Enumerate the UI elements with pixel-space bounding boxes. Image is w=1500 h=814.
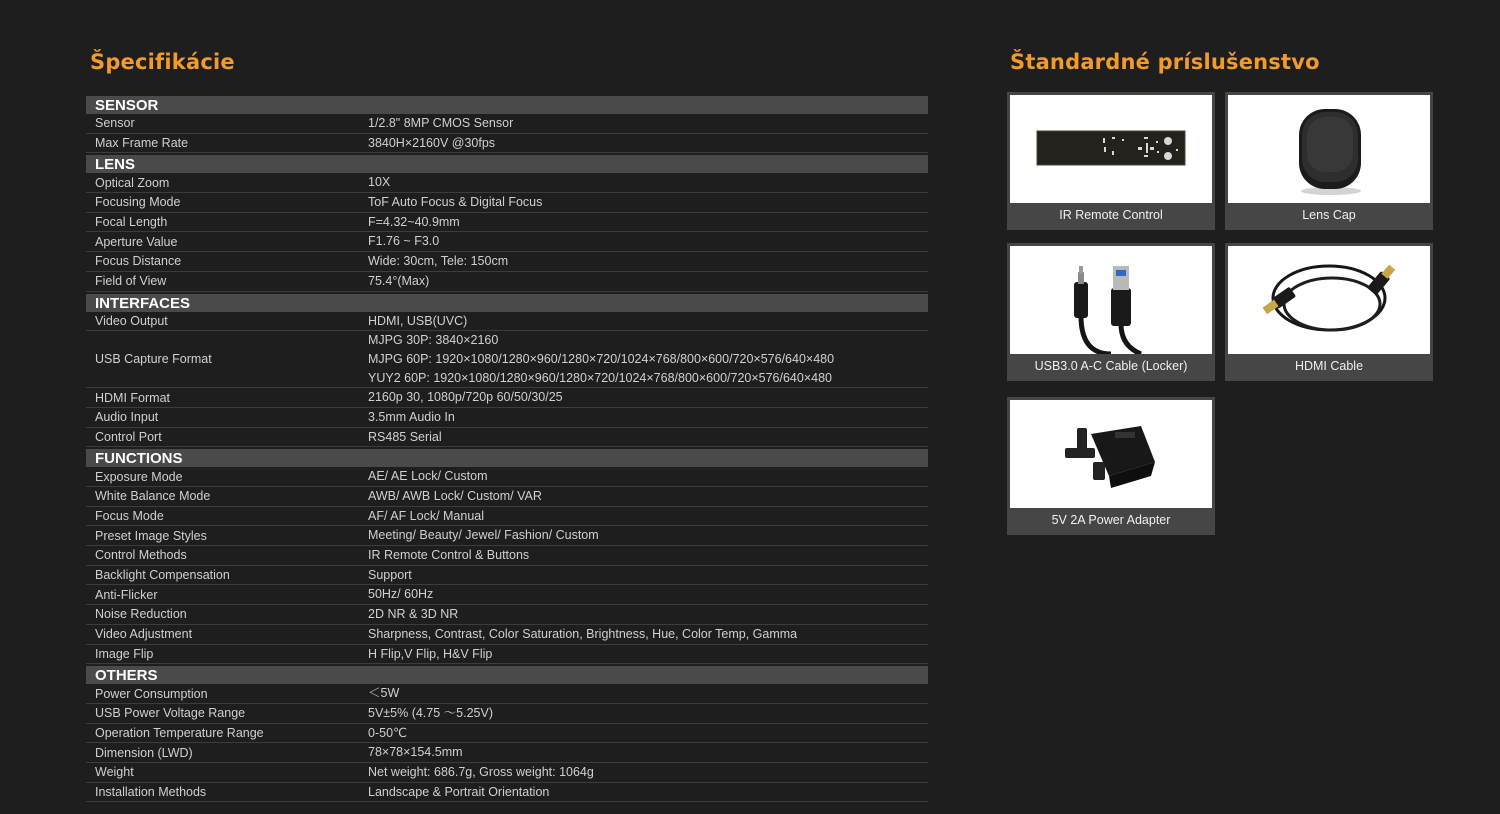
spec-value — [368, 272, 928, 291]
accessory-label: 5V 2A Power Adapter — [1051, 513, 1171, 527]
spec-label: Aperture Value — [95, 234, 178, 249]
spec-row — [86, 114, 928, 134]
spec-label: Power Consumption — [95, 686, 208, 701]
spec-row — [86, 173, 928, 193]
spec-row — [86, 783, 928, 803]
spec-label: Control Methods — [95, 548, 187, 563]
spec-label: Field of View — [95, 274, 167, 289]
accessory-label: USB3.0 A-C Cable (Locker) — [1034, 359, 1188, 373]
spec-label: Sensor — [95, 116, 135, 131]
spec-value-line: 50Hz/ 60Hz — [368, 587, 434, 602]
spec-row — [86, 645, 928, 665]
spec-value-line: MJPG 30P: 3840×2160 — [368, 333, 499, 348]
spec-label: Backlight Compensation — [95, 568, 230, 583]
spec-row — [86, 704, 928, 724]
spec-label: Anti-Flicker — [95, 587, 158, 602]
spec-row — [86, 507, 928, 527]
ir-remote-icon — [1036, 129, 1186, 169]
spec-value — [368, 252, 928, 271]
power-adapter-image — [1010, 400, 1212, 508]
spec-value — [368, 487, 928, 506]
spec-row — [86, 526, 928, 546]
spec-value — [368, 408, 928, 427]
spec-value-line: 1/2.8" 8MP CMOS Sensor — [368, 116, 514, 130]
spec-value-line: 2D NR & 3D NR — [368, 607, 459, 622]
spec-value — [368, 743, 928, 762]
spec-row — [86, 272, 928, 292]
spec-value-line: AF/ AF Lock/ Manual — [368, 508, 485, 523]
spec-row — [86, 546, 928, 566]
spec-label: Operation Temperature Range — [95, 725, 264, 740]
power-adapter-icon — [1051, 404, 1171, 504]
lens-cap-icon — [1289, 99, 1369, 199]
spec-value — [368, 585, 928, 604]
spec-row — [86, 625, 928, 645]
spec-value — [368, 331, 928, 387]
spec-value-line: ＜5W — [368, 686, 400, 701]
spec-value — [368, 173, 928, 192]
accessory-card-ir-remote — [1007, 92, 1215, 230]
spec-label: Installation Methods — [95, 784, 207, 799]
spec-value-line: YUY2 60P: 1920×1080/1280×960/1280×720/1024×768/800×600/720×576/640×480 — [368, 370, 832, 385]
spec-value-line: 0-50℃ — [368, 725, 408, 740]
spec-value-line: 2160p 30, 1080p/720p 60/50/30/25 — [368, 390, 563, 405]
spec-value-line: Landscape & Portrait Orientation — [368, 784, 550, 799]
spec-value-line: Wide: 30cm, Tele: 150cm — [368, 254, 509, 269]
spec-row — [86, 388, 928, 408]
spec-value — [368, 704, 928, 723]
usb-cable-icon — [1041, 246, 1181, 354]
accessory-label: HDMI Cable — [1294, 359, 1364, 373]
spec-label: Exposure Mode — [95, 469, 183, 484]
spec-label: Focus Distance — [95, 254, 182, 269]
spec-label: Video Adjustment — [95, 627, 193, 642]
spec-row — [86, 605, 928, 625]
spec-value — [368, 605, 928, 624]
spec-value — [368, 645, 928, 664]
spec-row — [86, 331, 928, 388]
spec-label: Video Output — [95, 313, 168, 328]
specifications-table — [86, 96, 928, 802]
spec-value-line: MJPG 60P: 1920×1080/1280×960/1280×720/1024×768/800×600/720×576/640×480 — [368, 351, 835, 366]
spec-row — [86, 585, 928, 605]
accessory-card-hdmi-cable — [1225, 243, 1433, 381]
spec-value-line: Sharpness, Contrast, Color Saturation, Brightness, Hue, Color Temp, Gamma — [368, 626, 798, 641]
spec-row — [86, 467, 928, 487]
spec-label: USB Power Voltage Range — [95, 706, 246, 721]
spec-label: Focus Mode — [95, 509, 164, 524]
accessories-title: Štandardné príslušenstvo — [1010, 50, 1320, 74]
spec-value — [368, 625, 928, 644]
spec-value-line: 78×78×154.5mm — [368, 745, 463, 760]
accessory-card-usb-cable — [1007, 243, 1215, 381]
spec-label: Max Frame Rate — [95, 136, 189, 151]
spec-label: HDMI Format — [95, 390, 170, 405]
ir-remote-image — [1010, 95, 1212, 203]
spec-value-line: 3840H×2160V @30fps — [368, 135, 496, 150]
spec-row — [86, 213, 928, 233]
spec-row — [86, 724, 928, 744]
spec-value-line: 3.5mm Audio In — [368, 409, 455, 424]
spec-value — [368, 546, 928, 565]
spec-row — [86, 134, 928, 154]
spec-label: Image Flip — [95, 646, 154, 661]
spec-label: Noise Reduction — [95, 607, 187, 622]
spec-label: Weight — [95, 765, 134, 780]
spec-value-line: ToF Auto Focus & Digital Focus — [368, 195, 543, 210]
spec-value — [368, 507, 928, 526]
spec-value-line: Net weight: 686.7g, Gross weight: 1064g — [368, 764, 594, 779]
specifications-title: Špecifikácie — [90, 50, 235, 74]
spec-row — [86, 428, 928, 448]
spec-value — [368, 526, 928, 545]
spec-row — [86, 487, 928, 507]
spec-row — [86, 193, 928, 213]
spec-label: Dimension (LWD) — [95, 745, 193, 760]
spec-value — [368, 724, 928, 743]
spec-label: USB Capture Format — [95, 352, 212, 367]
spec-row — [86, 566, 928, 586]
spec-value-line: IR Remote Control & Buttons — [368, 548, 530, 563]
spec-row — [86, 408, 928, 428]
lens-cap-image — [1228, 95, 1430, 203]
spec-value — [368, 783, 928, 802]
spec-row — [86, 684, 928, 704]
spec-value-line: 75.4°(Max) — [368, 273, 430, 288]
spec-row — [86, 312, 928, 332]
spec-value-line: H Flip,V Flip, H&V Flip — [368, 646, 493, 661]
spec-value — [368, 134, 928, 153]
spec-value-line: 10X — [368, 175, 391, 190]
spec-value-line: F=4.32~40.9mm — [368, 214, 460, 229]
hdmi-cable-icon — [1254, 250, 1404, 350]
spec-row — [86, 252, 928, 272]
spec-label: Audio Input — [95, 410, 159, 425]
spec-value-line: Meeting/ Beauty/ Jewel/ Fashion/ Custom — [368, 528, 599, 543]
spec-label: White Balance Mode — [95, 489, 211, 504]
accessory-card-lens-cap — [1225, 92, 1433, 230]
accessory-card-power-adapter — [1007, 397, 1215, 535]
spec-value — [368, 193, 928, 212]
spec-row — [86, 743, 928, 763]
spec-value — [368, 684, 928, 703]
spec-value — [368, 566, 928, 585]
section-header-interfaces: INTERFACES — [86, 294, 928, 312]
spec-value — [368, 428, 928, 447]
spec-label: Focal Length — [95, 215, 168, 230]
spec-value-line: HDMI, USB(UVC) — [368, 313, 468, 328]
spec-value — [368, 213, 928, 232]
spec-value — [368, 114, 928, 133]
section-header-sensor: SENSOR — [86, 96, 928, 114]
section-header-functions: FUNCTIONS — [86, 449, 928, 467]
usb-cable-image — [1010, 246, 1212, 354]
spec-row — [86, 232, 928, 252]
spec-value-line: RS485 Serial — [368, 429, 442, 444]
spec-value — [368, 467, 928, 486]
spec-label: Optical Zoom — [95, 175, 170, 190]
spec-label: Focusing Mode — [95, 195, 181, 210]
section-header-others: OTHERS — [86, 666, 928, 684]
spec-label: Preset Image Styles — [95, 528, 207, 543]
spec-value — [368, 388, 928, 407]
section-header-lens: LENS — [86, 155, 928, 173]
spec-label: Control Port — [95, 429, 162, 444]
spec-value-line: AWB/ AWB Lock/ Custom/ VAR — [368, 489, 542, 503]
spec-value — [368, 763, 928, 782]
accessory-label: IR Remote Control — [1059, 208, 1163, 222]
spec-value-line: Support — [368, 567, 412, 582]
hdmi-cable-image — [1228, 246, 1430, 354]
spec-value-line: 5V±5% (4.75 ～5.25V) — [368, 705, 493, 720]
spec-row — [86, 763, 928, 783]
accessory-label: Lens Cap — [1302, 208, 1356, 222]
spec-value — [368, 312, 928, 331]
spec-value — [368, 232, 928, 251]
spec-value-line: F1.76 ~ F3.0 — [368, 234, 440, 249]
spec-value-line: AE/ AE Lock/ Custom — [368, 469, 488, 484]
